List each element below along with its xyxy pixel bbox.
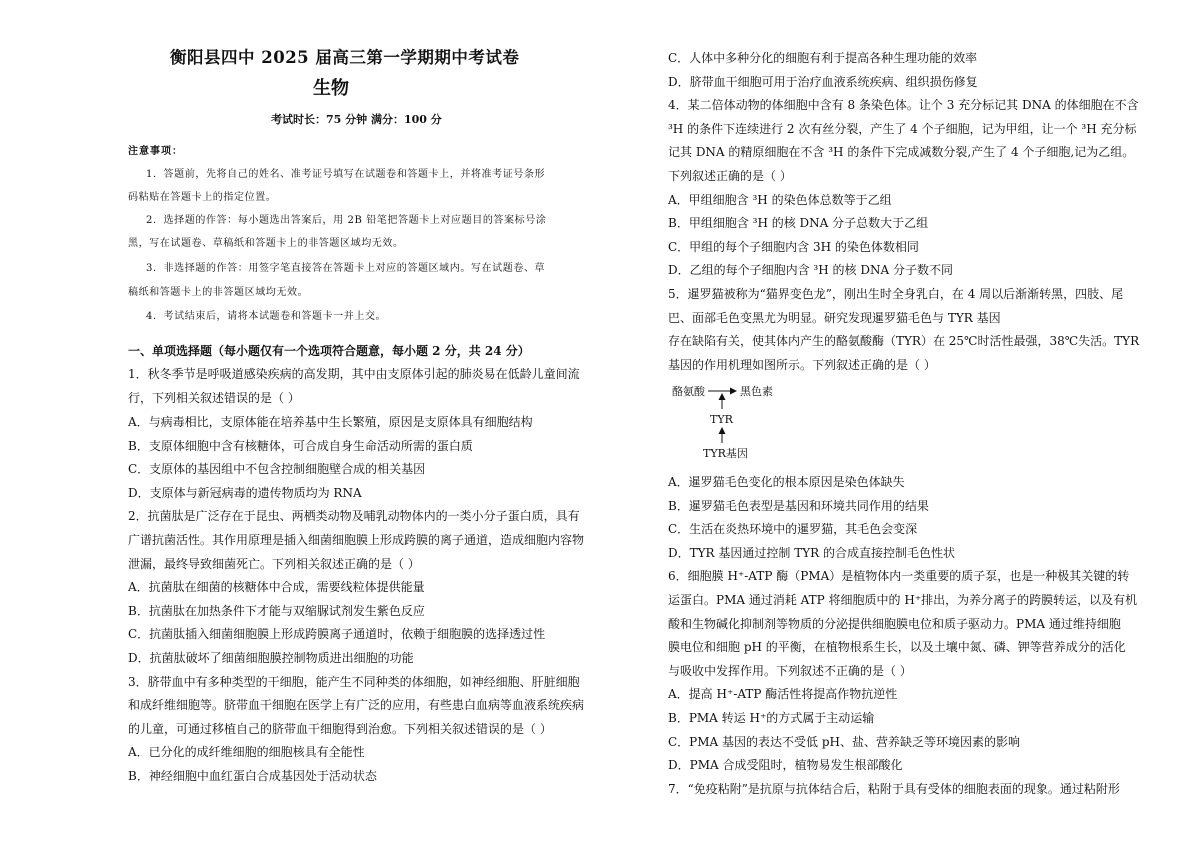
subject-title: 生物 [313,78,349,99]
exam-info: 考试时长：75 分钟 满分：100 分 [271,113,442,126]
option-line: C．甲组的每个子细胞内含 3H 的染色体数相同 [668,240,919,254]
option-line: B．神经细胞中血红蛋白合成基因处于活动状态 [128,769,377,783]
exam-title: 衡阳县四中 2025 届高三第一学期期中考试卷 [170,48,520,67]
question-line: 广谱抗菌活性。其作用原理是插入细菌细胞膜上形成跨膜的离子通道，造成细胞内容物 [128,533,585,547]
question-line: 膜电位和细胞 pH 的平衡，在植物根系生长，以及土壤中氮、磷、钾等营养成分的活化 [668,640,1126,654]
notice-line: 4．考试结束后，请将本试题卷和答题卡一并上交。 [146,311,387,322]
option-line: B．抗菌肽在加热条件下才能与双缩脲试剂发生紫色反应 [128,604,425,618]
diagram-product-label: 黑色素 [740,385,773,398]
tyr-mechanism-diagram [672,381,812,461]
question-line: 2．抗菌肽是广泛存在于昆虫、两栖类动物及哺乳动物体内的一类小分子蛋白质，具有 [128,509,580,523]
diagram-gene-label: TYR基因 [703,447,748,460]
notice-line: 2．选择题的作答：每小题选出答案后，用 2B 铅笔把答题卡上对应题目的答案标号涂 [146,215,547,226]
option-line: C．抗菌肽插入细菌细胞膜上形成跨膜离子通道时，依赖于细胞膜的选择透过性 [128,627,546,641]
question-line: 与吸收中发挥作用。下列叙述不正确的是（ ） [668,664,912,678]
option-line: C．PMA 基因的表达不受低 pH、盐、营养缺乏等环境因素的影响 [668,735,1020,749]
question-line: 酸和生物碱化抑制剂等物质的分泌提供细胞膜电位和质子驱动力。PMA 通过维持细胞 [668,617,1121,631]
diagram-substrate-label: 酪氨酸 [672,385,705,398]
question-line: 泄漏，最终导致细菌死亡。下列相关叙述正确的是（ ） [128,557,420,571]
question-line: 3．脐带血中有多种类型的干细胞，能产生不同种类的体细胞，如神经细胞、肝脏细胞 [128,675,580,689]
notice-line: 码粘贴在答题卡上的指定位置。 [128,192,277,203]
notice-line: 1．答题前，先将自己的姓名、准考证号填写在试题卷和答题卡上，并将准考证号条形 [146,169,546,180]
question-line: 巴、面部毛色变黑尤为明显。研究发现暹罗猫毛色与 TYR 基因 [668,311,1001,325]
option-line: C．支原体的基因组中不包含控制细胞壁合成的相关基因 [128,462,426,476]
notice-heading: 注意事项： [128,146,183,157]
question-line: 7．“免疫粘附”是抗原与抗体结合后，粘附于具有受体的细胞表面的现象。通过粘附形 [668,782,1120,796]
option-line: B．暹罗猫毛色表型是基因和环境共同作用的结果 [668,499,929,513]
option-line: A．抗菌肽在细菌的核糖体中合成，需要线粒体提供能量 [128,580,425,594]
option-line: B．甲组细胞含 ³H 的核 DNA 分子总数大于乙组 [668,216,929,230]
question-line: 6．细胞膜 H⁺-ATP 酶（PMA）是植物体内一类重要的质子泵，也是一种极其关键的转 [668,569,1130,583]
question-line: 行，下列相关叙述错误的是（ ） [128,391,300,405]
option-line: D．支原体与新冠病毒的遗传物质均为 RNA [128,486,362,500]
notice-line: 3．非选择题的作答：用签字笔直接答在答题卡上对应的答题区域内。写在试题卷、草 [146,263,546,274]
diagram-enzyme-label: TYR [710,413,733,426]
option-line: A．已分化的成纤维细胞的细胞核具有全能性 [128,745,365,759]
question-line: 基因的作用机理如图所示。下列叙述正确的是（ ） [668,358,936,372]
option-line: A．暹罗猫毛色变化的根本原因是染色体缺失 [668,475,905,489]
option-line: D．乙组的每个子细胞内含 ³H 的核 DNA 分子数不同 [668,263,953,277]
option-line: D．PMA 合成受阻时，植物易发生根部酸化 [668,758,903,772]
section-heading: 一、单项选择题（每小题仅有一个选项符合题意，每小题 2 分，共 24 分） [128,344,530,358]
option-line: D．脐带血干细胞可用于治疗血液系统疾病、组织损伤修复 [668,75,978,89]
option-line: D．抗菌肽破坏了细菌细胞膜控制物质进出细胞的功能 [128,651,414,665]
question-line: 1．秋冬季节是呼吸道感染疾病的高发期，其中由支原体引起的肺炎易在低龄儿童间流 [128,367,580,381]
question-line: 5．暹罗猫被称为“猫界变色龙”，刚出生时全身乳白，在 4 周以后渐渐转黑，四肢、尾 [668,287,1124,301]
question-line: 和成纤维细胞等。脐带血干细胞在医学上有广泛的应用，有些患白血病等血液系统疾病 [128,698,585,712]
question-line: ³H 的条件下连续进行 2 次有丝分裂，产生了 4 个子细胞，记为甲组，让一个 ³H 充分标 [668,122,1137,136]
option-line: B．支原体细胞中含有核糖体，可合成自身生命活动所需的蛋白质 [128,439,473,453]
option-line: A．与病毒相比，支原体能在培养基中生长繁殖，原因是支原体具有细胞结构 [128,415,533,429]
option-line: C．人体中多种分化的细胞有利于提高各种生理功能的效率 [668,51,978,65]
option-line: D．TYR 基因通过控制 TYR 的合成直接控制毛色性状 [668,546,955,560]
option-line: B．PMA 转运 H⁺的方式属于主动运输 [668,711,875,725]
question-line: 运蛋白。PMA 通过消耗 ATP 将细胞质中的 H⁺排出，为养分离子的跨膜转运，以及有机 [668,593,1138,607]
notice-line: 黑，写在试题卷、草稿纸和答题卡上的非答题区域均无效。 [128,238,404,249]
question-line: 的儿童，可通过移植自己的脐带血干细胞得到治愈。下列相关叙述错误的是（ ） [128,722,552,736]
question-line: 记其 DNA 的精原细胞在不含 ³H 的条件下完成减数分裂,产生了 4 个子细胞,记为乙组。 [668,145,1135,159]
question-line: 4．某二倍体动物的体细胞中含有 8 条染色体。让个 3 充分标记其 DNA 的体细胞在不含 [668,98,1139,112]
question-line: 下列叙述正确的是（ ） [668,169,792,183]
option-line: A．甲组细胞含 ³H 的染色体总数等于乙组 [668,193,892,207]
question-line: 存在缺陷有关，使其体内产生的酪氨酸酶（TYR）在 25℃时活性最强，38℃失活。TYR [668,334,1140,348]
notice-line: 稿纸和答题卡上的非答题区域均无效。 [128,287,309,298]
option-line: A．提高 H⁺-ATP 酶活性将提高作物抗逆性 [668,687,898,701]
option-line: C．生活在炎热环境中的暹罗猫，其毛色会变深 [668,522,918,536]
